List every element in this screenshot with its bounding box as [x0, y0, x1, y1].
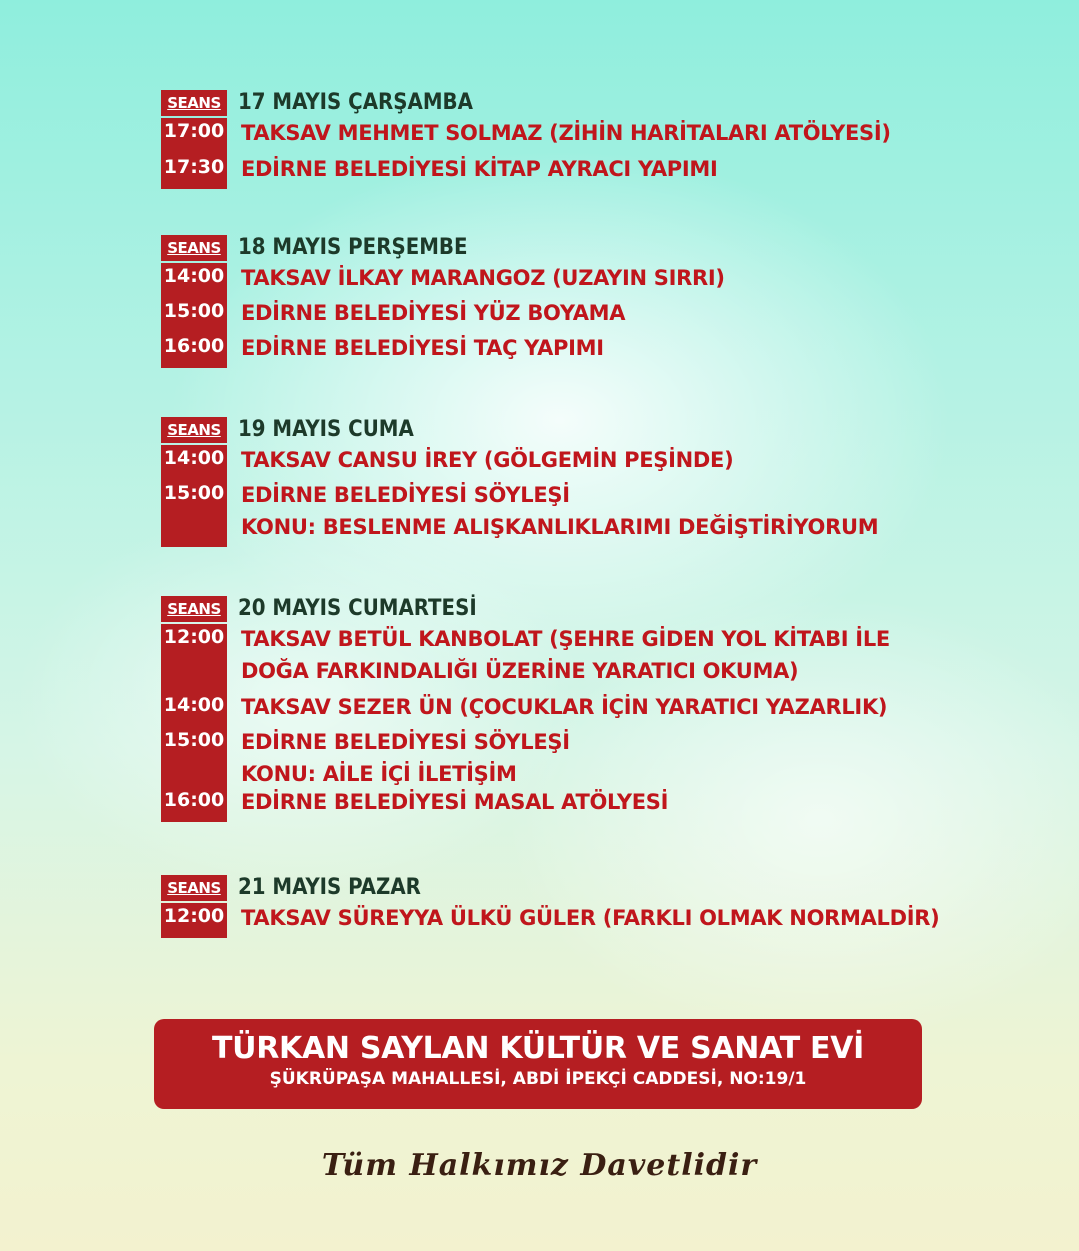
day-title: 20 MAYIS CUMARTESİ: [238, 596, 477, 621]
day-title: 21 MAYIS PAZAR: [238, 875, 421, 900]
event-title: TAKSAV MEHMET SOLMAZ (ZİHİN HARİTALARI ATÖLYESİ): [241, 121, 891, 145]
seans-label: SEANS: [161, 417, 227, 443]
day-title: 18 MAYIS PERŞEMBE: [238, 235, 468, 260]
event-time: 15:00: [163, 300, 225, 322]
event-title: TAKSAV CANSU İREY (GÖLGEMİN PEŞİNDE): [241, 448, 734, 472]
event-time: 12:00: [163, 626, 225, 648]
event-title: EDİRNE BELEDİYESİ SÖYLEŞİ: [241, 483, 570, 507]
event-time: 16:00: [163, 789, 225, 811]
event-title: EDİRNE BELEDİYESİ SÖYLEŞİ: [241, 730, 570, 754]
venue-address: ŞÜKRÜPAŞA MAHALLESİ, ABDİ İPEKÇİ CADDESİ, NO:19/1: [269, 1069, 807, 1089]
event-time: 15:00: [163, 482, 225, 504]
event-title: TAKSAV İLKAY MARANGOZ (UZAYIN SIRRI): [241, 266, 725, 290]
event-title: EDİRNE BELEDİYESİ KİTAP AYRACI YAPIMI: [241, 157, 718, 181]
event-time: 14:00: [163, 447, 225, 469]
event-title: TAKSAV BETÜL KANBOLAT (ŞEHRE GİDEN YOL KİTABI İLE: [241, 627, 890, 651]
invitation-text: Tüm Halkımız Davetlidir: [321, 1148, 758, 1183]
venue-name: TÜRKAN SAYLAN KÜLTÜR VE SANAT EVİ: [212, 1031, 864, 1066]
event-title: EDİRNE BELEDİYESİ MASAL ATÖLYESİ: [241, 790, 669, 814]
seans-label: SEANS: [161, 596, 227, 622]
day-title: 19 MAYIS CUMA: [238, 417, 414, 442]
event-time: 17:00: [163, 120, 225, 142]
event-time: 12:00: [163, 905, 225, 927]
event-time: 16:00: [163, 335, 225, 357]
event-title: DOĞA FARKINDALIĞI ÜZERİNE YARATICI OKUMA): [241, 659, 799, 683]
event-title: TAKSAV SÜREYYA ÜLKÜ GÜLER (FARKLI OLMAK NORMALDİR): [241, 906, 940, 930]
event-title: TAKSAV SEZER ÜN (ÇOCUKLAR İÇİN YARATICI YAZARLIK): [241, 695, 888, 719]
event-title: KONU: BESLENME ALIŞKANLIKLARIMI DEĞİŞTİRİYORUM: [241, 515, 879, 539]
day-title: 17 MAYIS ÇARŞAMBA: [238, 90, 473, 115]
event-time: 15:00: [163, 729, 225, 751]
event-time: 14:00: [163, 265, 225, 287]
seans-label: SEANS: [161, 235, 227, 261]
seans-label: SEANS: [161, 90, 227, 116]
event-time: 14:00: [163, 694, 225, 716]
event-title: EDİRNE BELEDİYESİ TAÇ YAPIMI: [241, 336, 604, 360]
seans-label: SEANS: [161, 875, 227, 901]
venue-banner: [154, 1019, 922, 1109]
event-title: EDİRNE BELEDİYESİ YÜZ BOYAMA: [241, 301, 626, 325]
event-title: KONU: AİLE İÇİ İLETİŞİM: [241, 762, 517, 786]
event-time: 17:30: [163, 156, 225, 178]
